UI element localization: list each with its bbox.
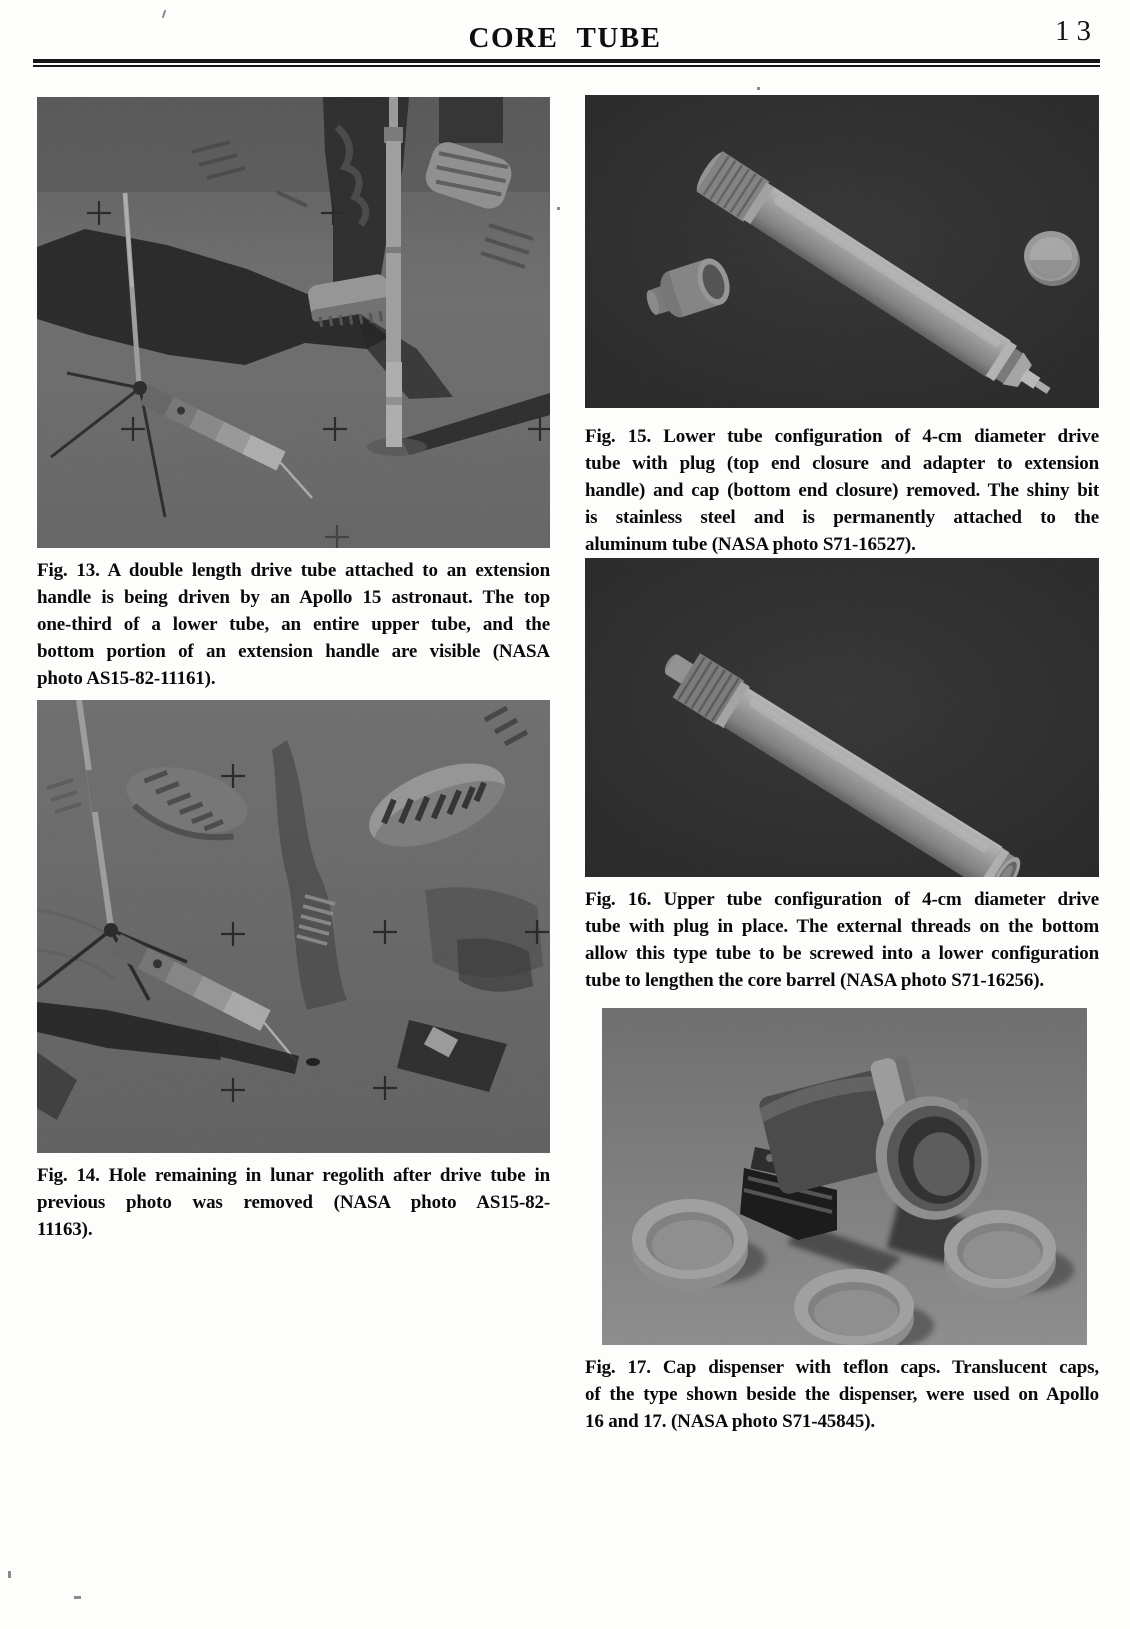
fig14-photo [37,700,550,1153]
caption-line: one-third of a lower tube, an entire upper tube, and the [37,614,550,635]
caption-line: Fig. 13. A double length drive tube attached to an extension [37,560,550,581]
caption-line: previous photo was removed (NASA photo AS15-82- [37,1192,550,1213]
fig16-caption [585,886,1099,994]
figure-15 [585,95,1099,558]
caption-line: tube with plug in place. The external threads on the bottom [585,916,1099,937]
caption-line: Fig. 16. Upper tube configuration of 4-cm diameter drive [585,889,1099,910]
caption-line: Fig. 17. Cap dispenser with teflon caps. Translucent caps, [585,1357,1099,1378]
fig16-photo [585,558,1099,877]
fig13-caption [37,557,550,692]
fig15-photo [585,95,1099,408]
figure-13 [37,97,550,692]
fig15-caption [585,423,1099,558]
caption-line: tube to lengthen the core barrel (NASA photo S71-16256). [585,970,1045,991]
page-number: 13 [1055,15,1098,47]
caption-line: photo AS15-82-11161). [37,668,216,689]
scan-artifact [557,207,560,210]
caption-line: 11163). [37,1219,93,1240]
scan-artifact [74,1596,81,1599]
caption-line: 16 and 17. (NASA photo S71-45845). [585,1411,875,1432]
caption-line: bottom portion of an extension handle are visible (NASA [37,641,550,662]
figure-16 [585,558,1099,994]
scan-artifact [8,1571,11,1578]
caption-line: of the type shown beside the dispenser, were used on Apollo [585,1384,1099,1405]
fig14-caption [37,1162,550,1243]
page-title: CORE TUBE [468,22,662,54]
fig17-caption [585,1354,1099,1435]
figure-14 [37,700,550,1243]
caption-line: Fig. 15. Lower tube configuration of 4-cm diameter drive [585,426,1099,447]
caption-line: aluminum tube (NASA photo S71-16527). [585,534,916,555]
fig17-photo [602,1008,1087,1345]
scan-artifact [162,10,166,18]
figure-17 [585,1008,1099,1435]
caption-line: handle is being driven by an Apollo 15 astronaut. The top [37,587,550,608]
header-rule [33,59,1100,67]
scan-artifact [757,87,760,90]
caption-line: is stainless steel and is permanently attached to the [585,507,1099,528]
caption-line: tube with plug (top end closure and adapter to extension [585,453,1099,474]
fig13-photo [37,97,550,548]
caption-line: allow this type tube to be screwed into a lower configuration [585,943,1099,964]
caption-line: handle) and cap (bottom end closure) removed. The shiny bit [585,480,1099,501]
caption-line: Fig. 14. Hole remaining in lunar regolith after drive tube in [37,1165,550,1186]
